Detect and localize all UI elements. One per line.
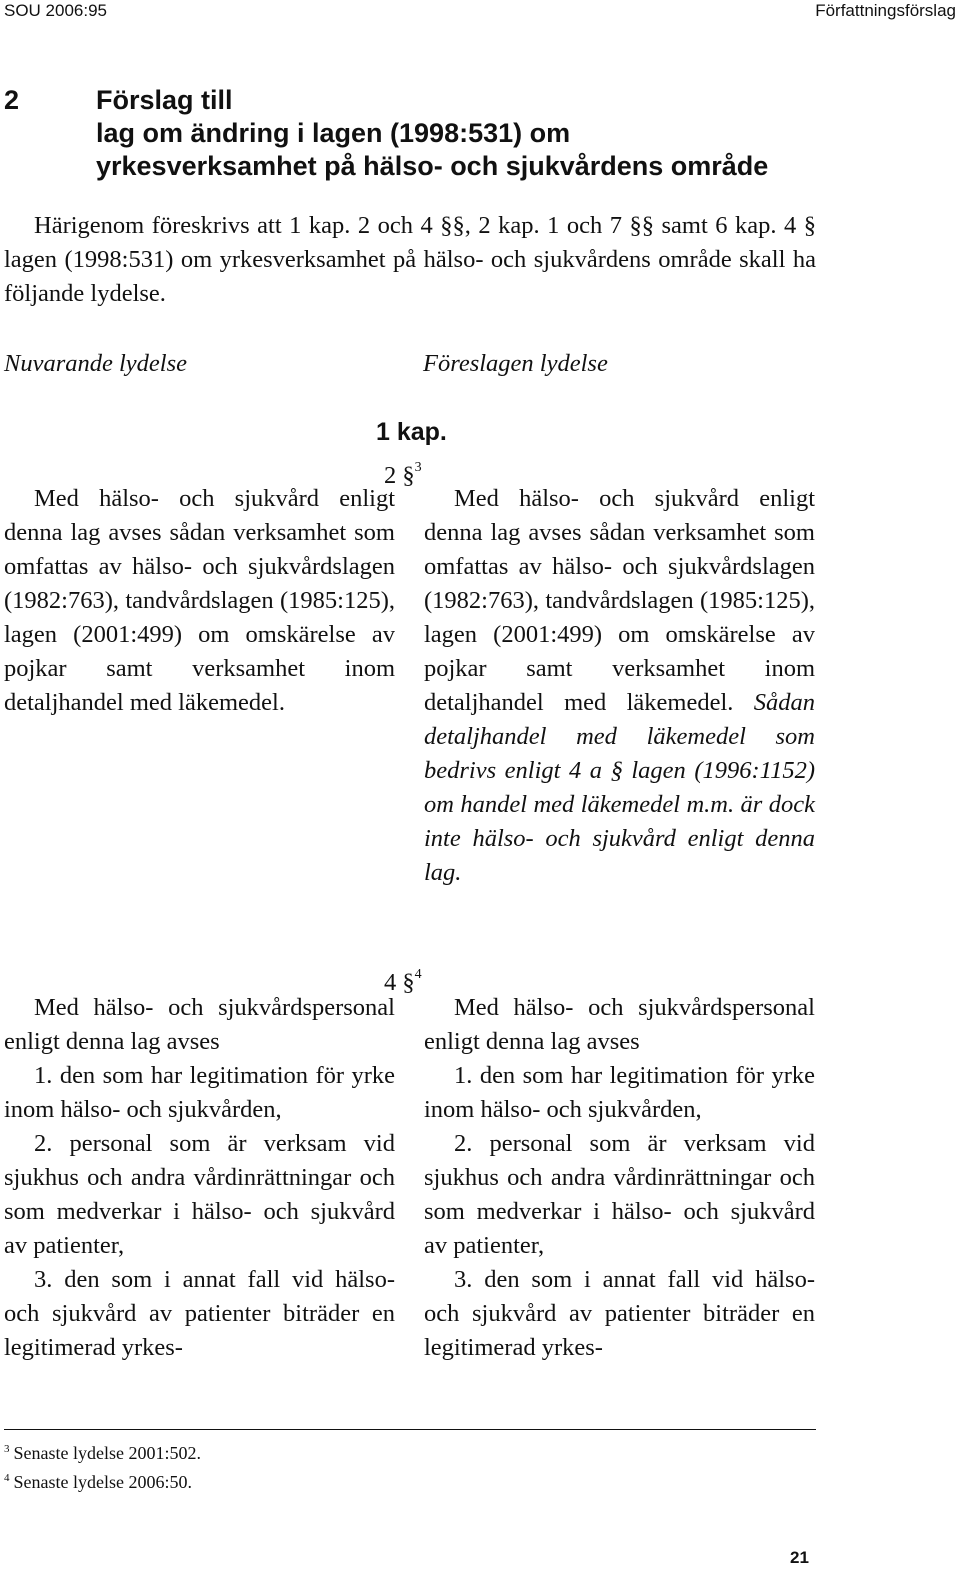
section-2-label: 2 § <box>384 462 415 489</box>
section-4-item: 2. personal som är verksam vid sjukhus och andra vårdinrättningar och som medverkar i hälso- och sjukvård av patienter, <box>424 1130 815 1259</box>
report-id: SOU 2006:95 <box>4 1 108 20</box>
section-4-intro: Med hälso- och sjukvårdspersonal enligt denna lag avses <box>424 994 815 1055</box>
chapter-1-label: 1 kap. <box>376 418 447 446</box>
chapter-title-line: yrkesverksamhet på hälso- och sjukvårdens område <box>96 151 769 181</box>
page-number: 21 <box>790 1548 809 1567</box>
section-4-label: 4 § <box>384 969 415 996</box>
footnotes <box>4 1437 201 1495</box>
chapter-number: 2 <box>4 85 20 115</box>
section-2-proposed-addition: Sådan detaljhandel med läkemedel som bedrivs enligt 4 a § lagen (1996:1152) om handel med läkemedel m.m. är dock inte hälso- och sjukvård enligt denna lag. <box>424 689 816 886</box>
footnote-mark: 3 <box>414 460 422 475</box>
section-4-current <box>4 991 395 1365</box>
footnote-3 <box>4 1437 201 1466</box>
section-4-item: 3. den som i annat fall vid hälso- och sjukvård av patienter biträder en legitimerad yrkes- <box>4 1266 395 1361</box>
section-4-item: 1. den som har legitimation för yrke inom hälso- och sjukvården, <box>4 1062 395 1123</box>
section-2-proposed <box>424 482 815 890</box>
section-4-item: 3. den som i annat fall vid hälso- och sjukvård av patienter biträder en legitimerad yrkes- <box>424 1266 815 1361</box>
intro-text: Härigenom föreskrivs att 1 kap. 2 och 4 §§, 2 kap. 1 och 7 §§ samt 6 kap. 4 § lagen (1998:531) om yrkesverksamhet på hälso- och sjukvårdens område skall ha följande lydelse. <box>4 212 816 307</box>
section-2-current <box>4 482 395 720</box>
section-4-item: 1. den som har legitimation för yrke inom hälso- och sjukvården, <box>424 1062 815 1123</box>
section-4-proposed <box>424 991 815 1365</box>
section-4-intro: Med hälso- och sjukvårdspersonal enligt denna lag avses <box>4 994 395 1055</box>
chapter-title-line: lag om ändring i lagen (1998:531) om <box>96 118 571 148</box>
page-header <box>4 1 956 25</box>
footnote-text: Senaste lydelse 2001:502. <box>13 1443 201 1463</box>
section-2-current-text: Med hälso- och sjukvård enligt denna lag avses sådan verksamhet som omfattas av hälso- och sjukvårdslagen (1982:763), tandvårdslagen (1985:125), lagen (2001:499) om omskärelse av pojkar samt verksamhet inom detaljhandel med läkemedel. <box>4 485 395 716</box>
intro-paragraph <box>4 209 816 311</box>
footnote-divider <box>4 1429 816 1430</box>
chapter-title <box>96 84 916 183</box>
section-2-proposed-base: Med hälso- och sjukvård enligt denna lag avses sådan verksamhet som omfattas av hälso- och sjukvårdslagen (1982:763), tandvårdslagen (1985:125), lagen (2001:499) om omskärelse av pojkar samt verksamhet inom detaljhandel med läkemedel. <box>424 485 815 716</box>
section-4-item: 2. personal som är verksam vid sjukhus och andra vårdinrättningar och som medverkar i hälso- och sjukvård av patienter, <box>4 1130 395 1259</box>
section-2-proposed-text <box>424 482 815 890</box>
proposed-wording-heading: Föreslagen lydelse <box>423 350 608 377</box>
section-label: Författningsförslag <box>815 1 956 20</box>
current-wording-heading: Nuvarande lydelse <box>4 350 188 377</box>
footnote-text: Senaste lydelse 2006:50. <box>13 1472 192 1492</box>
footnote-number: 3 <box>4 1443 10 1455</box>
footnote-mark: 4 <box>414 967 422 982</box>
chapter-title-line: Förslag till <box>96 85 233 115</box>
footnote-4 <box>4 1466 201 1495</box>
footnote-number: 4 <box>4 1472 10 1484</box>
